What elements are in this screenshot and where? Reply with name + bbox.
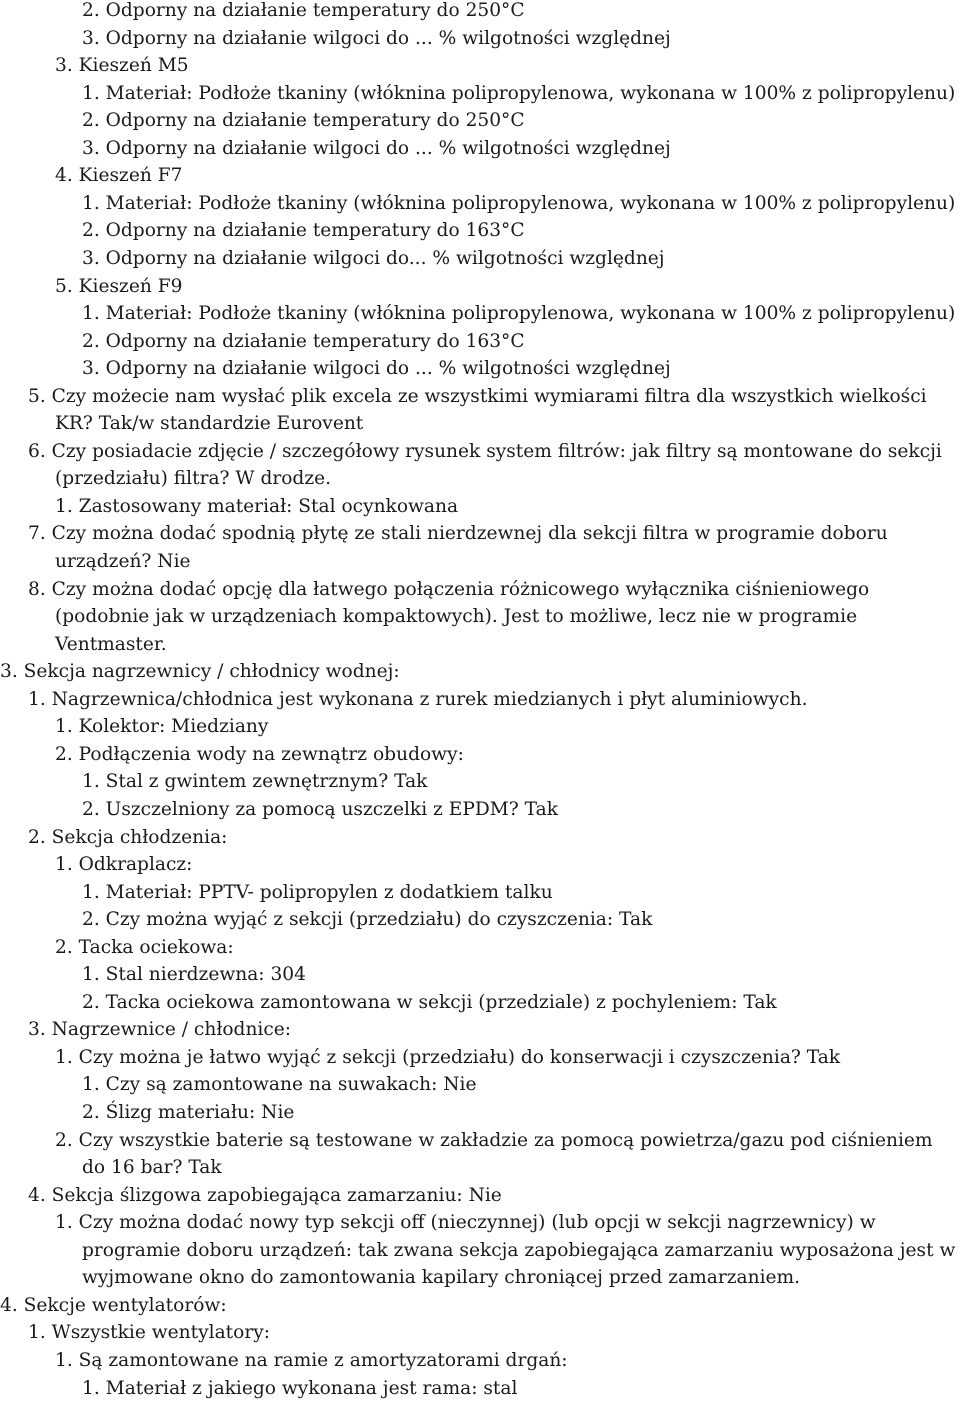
document-line: (przedziału) filtra? W drodze. <box>55 468 332 489</box>
document-line: 3. Odporny na działanie wilgoci do ... % wilgotności względnej <box>82 28 671 49</box>
document-line: 4. Sekcje wentylatorów: <box>0 1295 227 1316</box>
document-line: 1. Wszystkie wentylatory: <box>28 1322 270 1343</box>
document-line: 1. Odkraplacz: <box>55 854 193 875</box>
document-line: 1. Kolektor: Miedziany <box>55 716 269 737</box>
document-line: 4. Kieszeń F7 <box>55 165 183 186</box>
document-line: 1. Czy są zamontowane na suwakach: Nie <box>82 1074 477 1095</box>
document-line: 5. Czy możecie nam wysłać plik excela ze wszystkimi wymiarami filtra dla wszystkich wielkości <box>28 386 927 407</box>
document-line: 2. Odporny na działanie temperatury do 250°C <box>82 0 525 21</box>
document-line: 1. Są zamontowane na ramie z amortyzatorami drgań: <box>55 1350 568 1371</box>
document-line: 3. Sekcja nagrzewnicy / chłodnicy wodnej: <box>0 661 400 682</box>
document-line: 3. Odporny na działanie wilgoci do ... % wilgotności względnej <box>82 138 671 159</box>
document-line: 2. Tacka ociekowa: <box>55 937 234 958</box>
document-line: 3. Odporny na działanie wilgoci do ... % wilgotności względnej <box>82 358 671 379</box>
document-line: 2. Czy wszystkie baterie są testowane w zakładzie za pomocą powietrza/gazu pod ciśnieniem <box>55 1130 933 1151</box>
document-line: 3. Nagrzewnice / chłodnice: <box>28 1019 292 1040</box>
document-line: wyjmowane okno do zamontowania kapilary chroniącej przed zamarzaniem. <box>82 1267 801 1288</box>
document-line: 5. Kieszeń F9 <box>55 276 183 297</box>
document-line: (podobnie jak w urządzeniach kompaktowych). Jest to możliwe, lecz nie w programie <box>55 606 858 627</box>
document-line: 2. Tacka ociekowa zamontowana w sekcji (przedziale) z pochyleniem: Tak <box>82 992 777 1013</box>
document-line: programie doboru urządzeń: tak zwana sekcja zapobiegająca zamarzaniu wyposażona jest w <box>82 1240 956 1261</box>
document-line: 8. Czy można dodać opcję dla łatwego połączenia różnicowego wyłącznika ciśnieniowego <box>28 579 870 600</box>
document-line: 2. Odporny na działanie temperatury do 250°C <box>82 110 525 131</box>
document-line: 4. Sekcja ślizgowa zapobiegająca zamarzaniu: Nie <box>28 1185 502 1206</box>
document-line: 3. Odporny na działanie wilgoci do... % wilgotności względnej <box>82 248 665 269</box>
document-line: urządzeń? Nie <box>55 551 191 572</box>
document-line: 2. Ślizg materiału: Nie <box>82 1102 295 1123</box>
document-line: 1. Czy można dodać nowy typ sekcji off (nieczynnej) (lub opcji w sekcji nagrzewnicy) w <box>55 1212 876 1233</box>
document-line: do 16 bar? Tak <box>82 1157 222 1178</box>
document-line: 6. Czy posiadacie zdjęcie / szczegółowy rysunek system filtrów: jak filtry są montowane do sekcji <box>28 441 942 462</box>
document-line: 1. Czy można je łatwo wyjąć z sekcji (przedziału) do konserwacji i czyszczenia? Tak <box>55 1047 841 1068</box>
document-line: 2. Podłączenia wody na zewnątrz obudowy: <box>55 744 464 765</box>
document-line: 1. Stal z gwintem zewnętrznym? Tak <box>82 771 428 792</box>
document-line: 1. Materiał: Podłoże tkaniny (włóknina polipropylenowa, wykonana w 100% z polipropylenu) <box>82 83 956 104</box>
document-line: 1. Nagrzewnica/chłodnica jest wykonana z rurek miedzianych i płyt aluminiowych. <box>28 689 808 710</box>
document-line: 1. Materiał: Podłoże tkaniny (włóknina polipropylenowa, wykonana w 100% z polipropylenu) <box>82 193 956 214</box>
document-line: 3. Kieszeń M5 <box>55 55 189 76</box>
document-line: Ventmaster. <box>55 634 167 655</box>
document-line: 1. Materiał z jakiego wykonana jest rama: stal <box>82 1378 518 1399</box>
document-line: 1. Materiał: PPTV- polipropylen z dodatkiem talku <box>82 882 553 903</box>
document-line: 7. Czy można dodać spodnią płytę ze stali nierdzewnej dla sekcji filtra w programie doboru <box>28 523 888 544</box>
document-line: 2. Odporny na działanie temperatury do 163°C <box>82 331 525 352</box>
document-line: 2. Czy można wyjąć z sekcji (przedziału) do czyszczenia: Tak <box>82 909 653 930</box>
document-line: 2. Odporny na działanie temperatury do 163°C <box>82 220 525 241</box>
document-line: 2. Sekcja chłodzenia: <box>28 827 228 848</box>
document-line: 1. Materiał: Podłoże tkaniny (włóknina polipropylenowa, wykonana w 100% z polipropylenu) <box>82 303 956 324</box>
document-line: 1. Stal nierdzewna: 304 <box>82 964 306 985</box>
document-line: 2. Uszczelniony za pomocą uszczelki z EPDM? Tak <box>82 799 558 820</box>
document-line: KR? Tak/w standardzie Eurovent <box>55 413 364 434</box>
document-line: 1. Zastosowany materiał: Stal ocynkowana <box>55 496 459 517</box>
